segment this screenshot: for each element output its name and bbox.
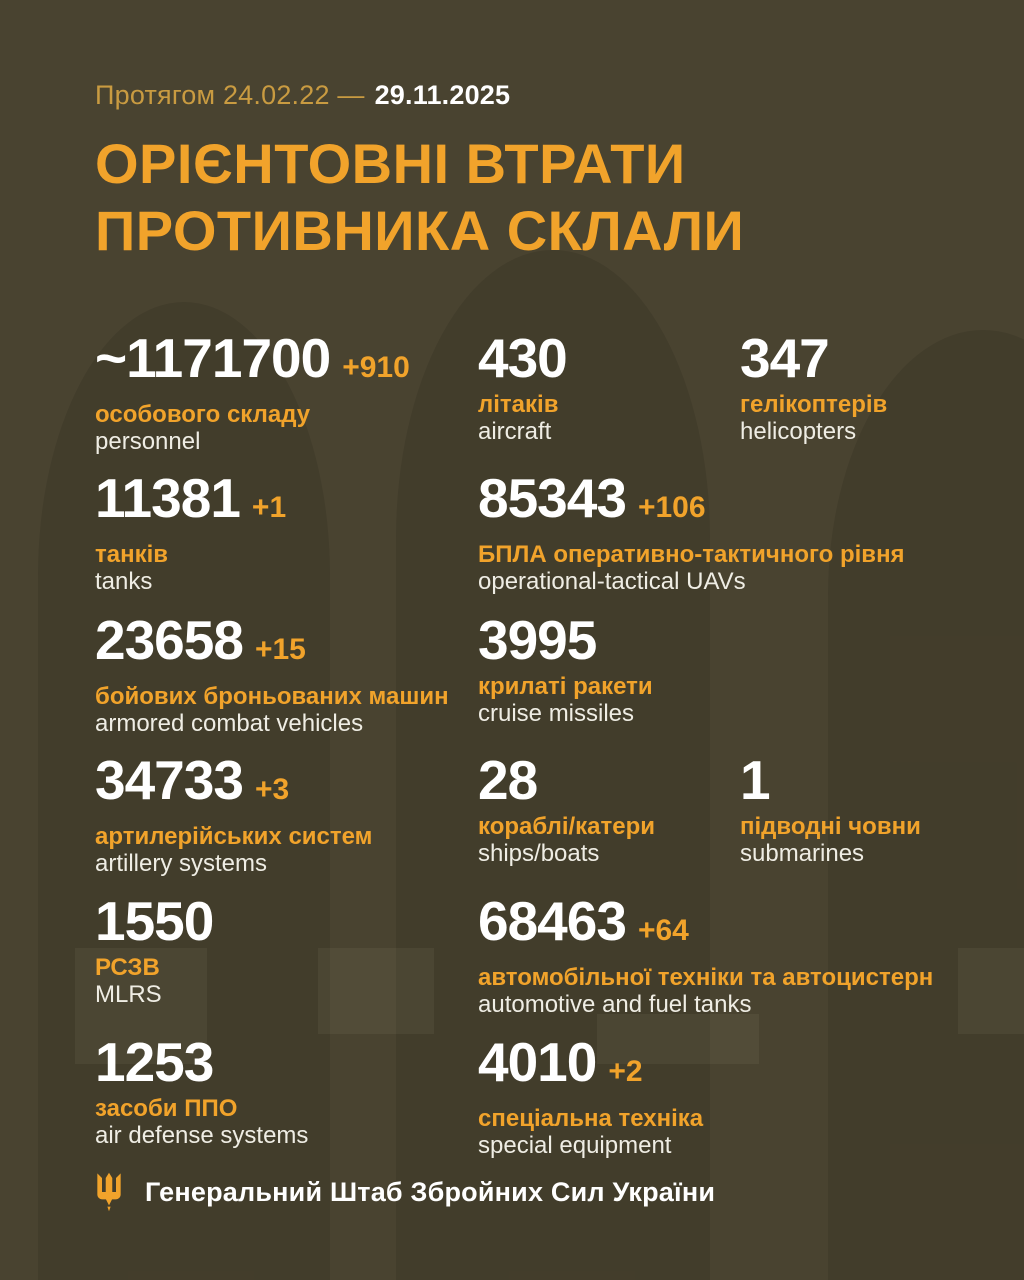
- stat-personnel-label-en: personnel: [95, 428, 201, 455]
- stat-personnel-value: ~1171700: [95, 327, 331, 389]
- stat-tanks-label-ua: танків: [95, 541, 169, 568]
- stat-air-defense-value: 1253: [95, 1031, 214, 1093]
- stat-automotive-value: 68463: [478, 890, 626, 952]
- source-label: Генеральний Штаб Збройних Сил України: [145, 1176, 716, 1207]
- stat-uavs-value: 85343: [478, 467, 626, 529]
- stat-personnel-label-ua: особового складу: [95, 401, 311, 428]
- stat-special-equipment: [478, 1031, 704, 1159]
- stat-aircraft-label-ua: літаків: [478, 391, 559, 418]
- stat-automotive-delta: +64: [637, 914, 689, 947]
- stat-submarines-value: 1: [740, 749, 770, 811]
- stat-mlrs-label-en: MLRS: [95, 981, 162, 1008]
- stat-mlrs-label-ua: РСЗВ: [95, 954, 160, 981]
- stat-armored-vehicles: [95, 609, 449, 737]
- stat-air-defense-label-ua: засоби ППО: [95, 1095, 238, 1122]
- stat-helicopters-value: 347: [740, 327, 829, 389]
- footer: [95, 1172, 715, 1212]
- stat-automotive: [478, 890, 934, 1018]
- stat-special-equipment-label-en: special equipment: [478, 1132, 672, 1159]
- page-title: [95, 130, 744, 264]
- period-current-date: 29.11.2025: [374, 80, 511, 110]
- stat-mlrs-value: 1550: [95, 890, 214, 952]
- stat-cruise-missiles-value: 3995: [478, 609, 597, 671]
- stat-artillery: [95, 749, 373, 877]
- watermark-patch: [318, 948, 434, 1034]
- stat-aircraft-value: 430: [478, 327, 567, 389]
- stat-helicopters-label-ua: гелікоптерів: [740, 391, 888, 418]
- stat-tanks-delta: +1: [251, 491, 287, 524]
- stat-special-equipment-value: 4010: [478, 1031, 597, 1093]
- stat-personnel: [95, 327, 410, 455]
- stat-aircraft-label-en: aircraft: [478, 418, 552, 445]
- stat-artillery-value: 34733: [95, 749, 243, 811]
- report-period: [95, 80, 510, 111]
- stat-uavs-delta: +106: [637, 491, 706, 524]
- stat-submarines-label-en: submarines: [740, 840, 865, 867]
- watermark-patch: [958, 948, 1024, 1034]
- stat-armored-vehicles-label-en: armored combat vehicles: [95, 710, 364, 737]
- stat-ships-label-en: ships/boats: [478, 840, 600, 867]
- stat-ships: [478, 749, 656, 867]
- stat-armored-vehicles-label-ua: бойових броньованих машин: [95, 683, 449, 710]
- stat-cruise-missiles-label-en: cruise missiles: [478, 700, 635, 727]
- stat-uavs-label-en: operational-tactical UAVs: [478, 568, 746, 595]
- stat-tanks: [95, 467, 287, 595]
- stat-aircraft: [478, 327, 567, 445]
- stat-uavs-label-ua: БПЛА оперативно-тактичного рівня: [478, 541, 905, 568]
- stat-special-equipment-label-ua: спеціальна техніка: [478, 1105, 704, 1132]
- page-title-line2: ПРОТИВНИКА СКЛАЛИ: [95, 199, 745, 262]
- stat-mlrs: [95, 890, 214, 1008]
- stat-submarines: [740, 749, 921, 867]
- stat-submarines-label-ua: підводні човни: [740, 813, 921, 840]
- stat-tanks-value: 11381: [95, 467, 240, 529]
- stat-armored-vehicles-value: 23658: [95, 609, 243, 671]
- page-title-line1: ОРІЄНТОВНІ ВТРАТИ: [95, 132, 686, 195]
- stat-air-defense: [95, 1031, 309, 1149]
- stat-armored-vehicles-delta: +15: [254, 633, 306, 666]
- stat-helicopters-label-en: helicopters: [740, 418, 857, 445]
- stat-automotive-label-ua: автомобільної техніки та автоцистерн: [478, 964, 934, 991]
- stat-tanks-label-en: tanks: [95, 568, 153, 595]
- stat-uavs: [478, 467, 905, 595]
- stat-ships-value: 28: [478, 749, 538, 811]
- stat-artillery-label-en: artillery systems: [95, 850, 268, 877]
- stat-air-defense-label-en: air defense systems: [95, 1122, 309, 1149]
- stat-automotive-label-en: automotive and fuel tanks: [478, 991, 752, 1018]
- stat-artillery-label-ua: артилерійських систем: [95, 823, 373, 850]
- stat-special-equipment-delta: +2: [608, 1055, 643, 1088]
- stat-artillery-delta: +3: [254, 773, 290, 806]
- stat-personnel-delta: +910: [342, 351, 410, 384]
- stat-helicopters: [740, 327, 888, 445]
- stat-cruise-missiles-label-ua: крилаті ракети: [478, 673, 653, 700]
- trident-icon: [95, 1172, 123, 1212]
- stat-cruise-missiles: [478, 609, 653, 727]
- stat-ships-label-ua: кораблі/катери: [478, 813, 656, 840]
- period-prefix: Протягом 24.02.22 —: [95, 80, 365, 110]
